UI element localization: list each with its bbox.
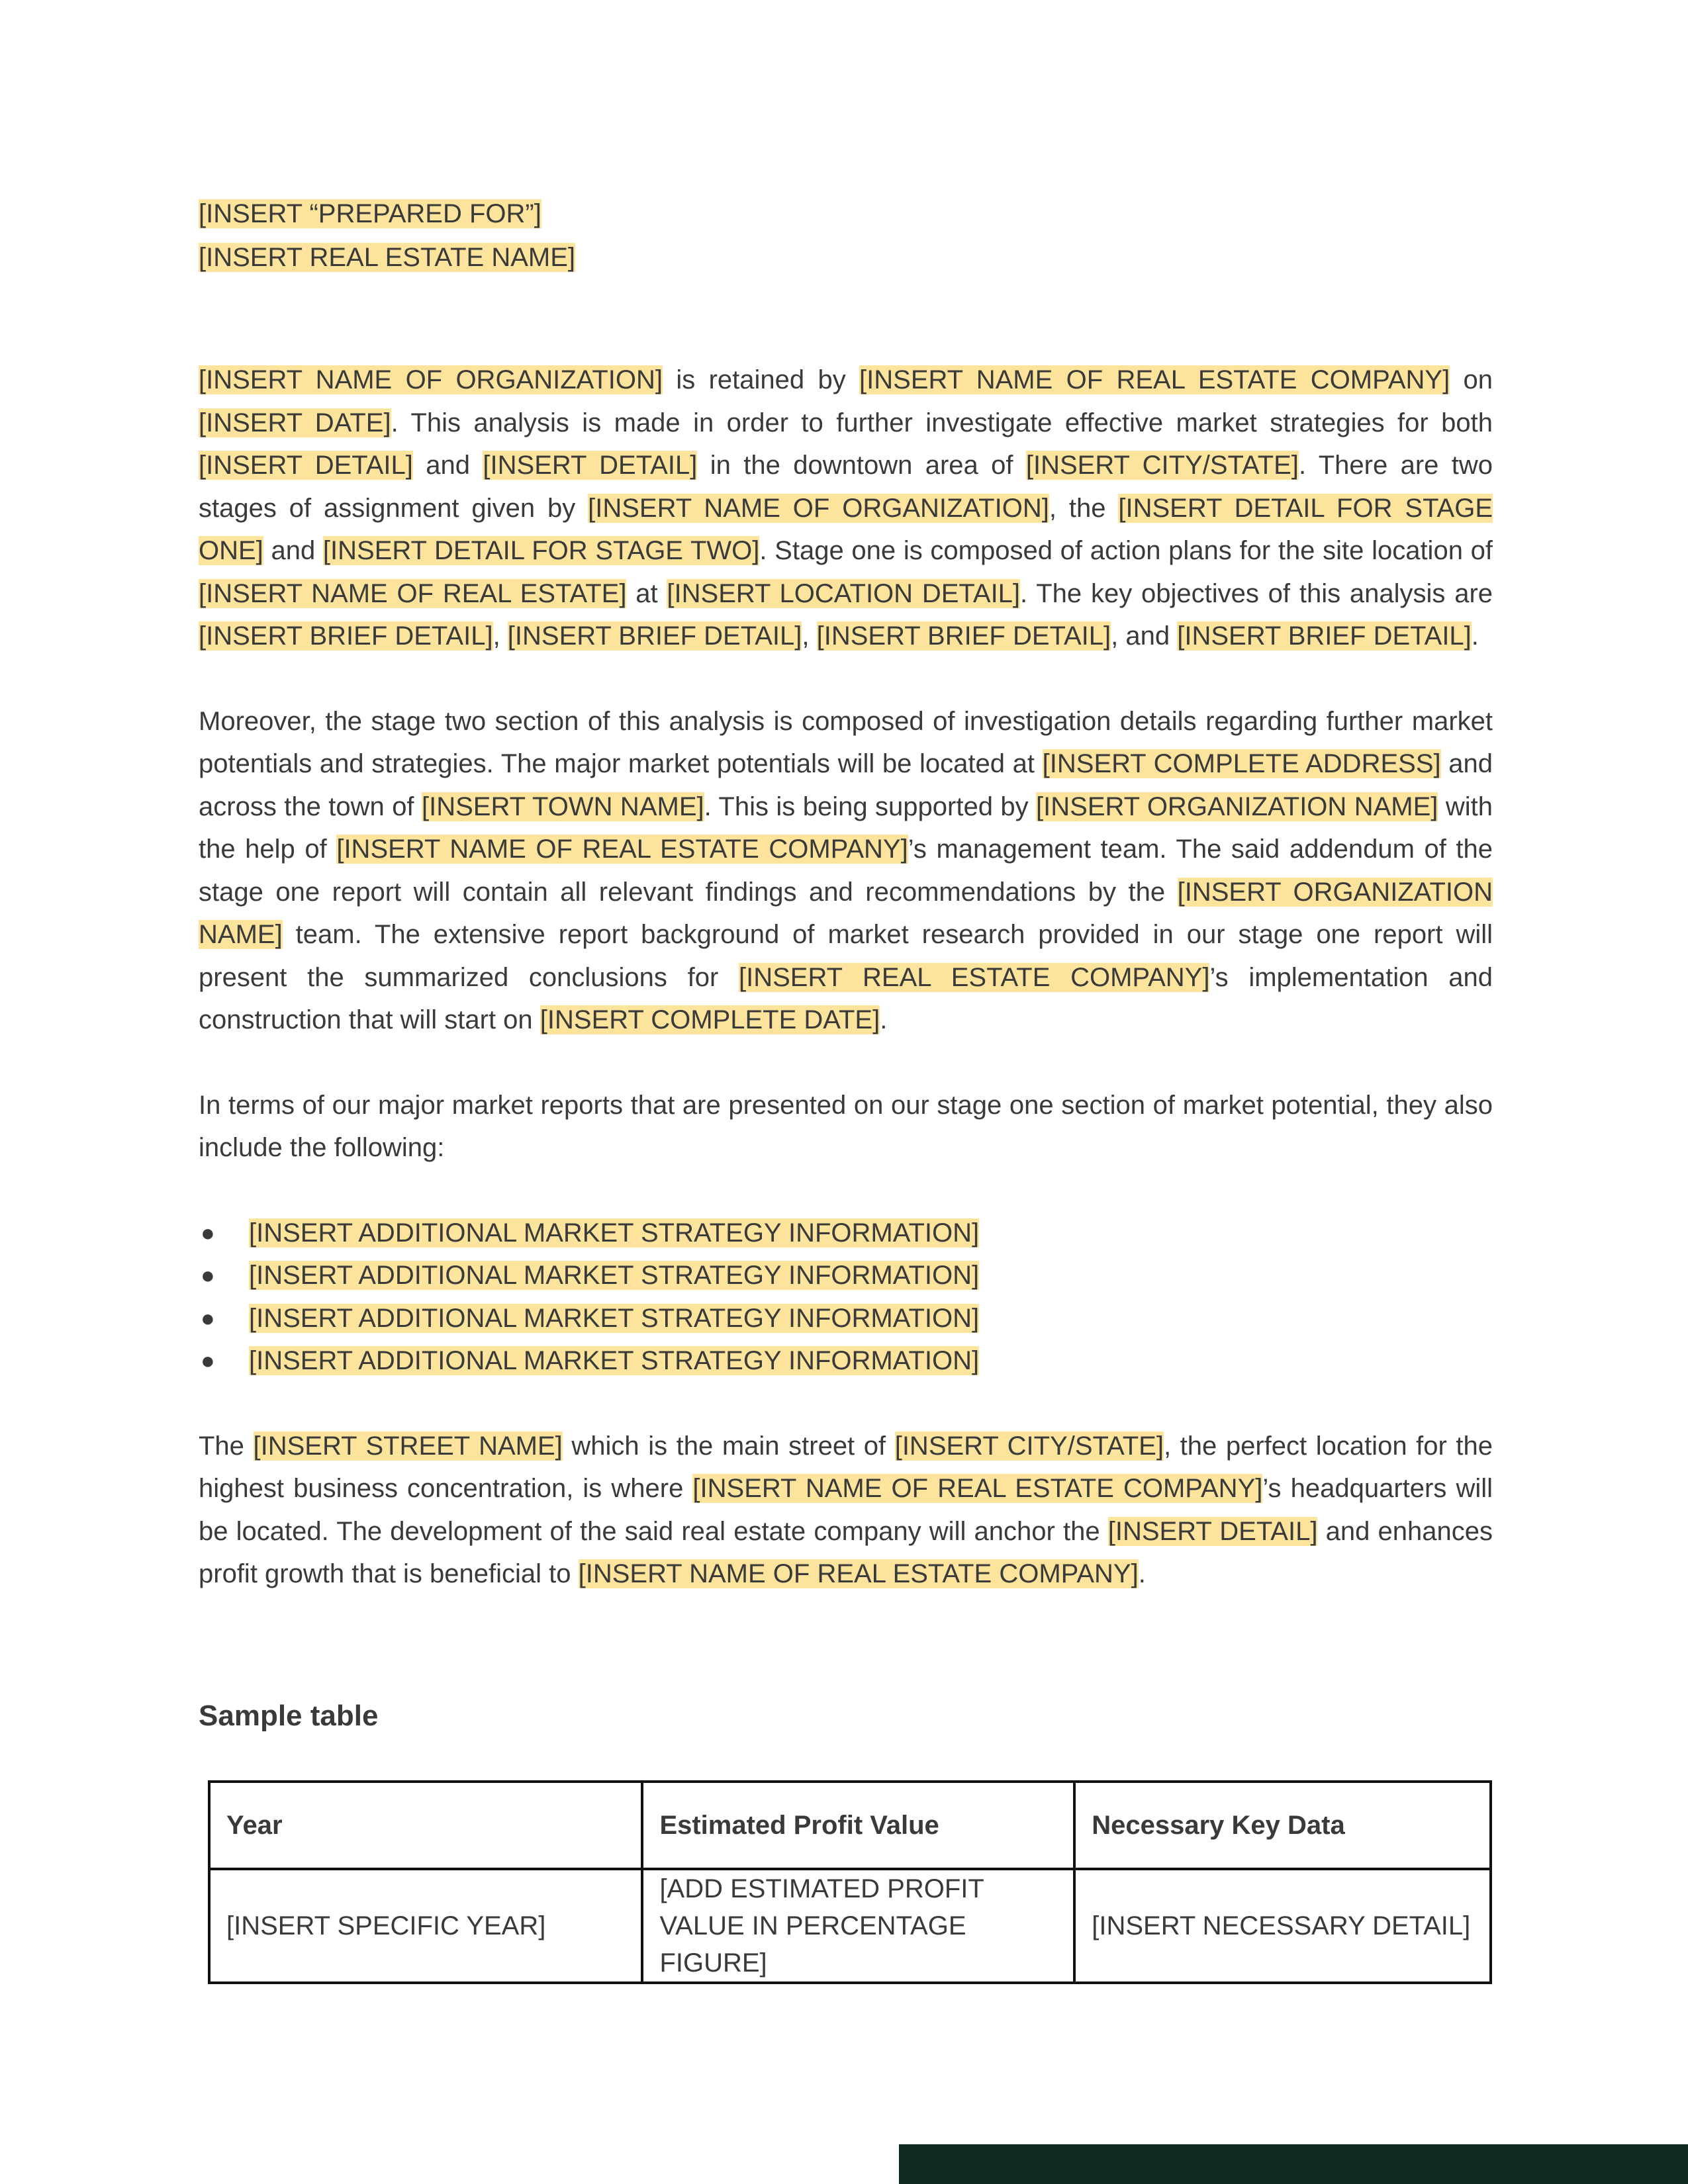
placeholder-field: [INSERT DETAIL]: [1107, 1516, 1318, 1546]
placeholder-field: [INSERT REAL ESTATE COMPANY]: [739, 962, 1210, 992]
body-text: is retained by: [663, 365, 860, 394]
body-text: and: [412, 451, 483, 480]
placeholder-field: [INSERT NAME OF ORGANIZATION]: [588, 493, 1049, 523]
body-text: ’s headquarters will be located. The development of the said real estate company will anchor the: [199, 1474, 1493, 1546]
placeholder-field: [INSERT CITY/STATE]: [1025, 451, 1299, 480]
bullet-icon: ●: [201, 1304, 215, 1332]
placeholder-field: [INSERT BRIEF DETAIL]: [816, 621, 1111, 651]
paragraph-1: [199, 359, 1493, 658]
cell-necessary-key-data: [INSERT NECESSARY DETAIL]: [1074, 1869, 1491, 1983]
table-header-row: [209, 1782, 1491, 1869]
body-text: in the downtown area of: [697, 451, 1026, 480]
body-text: ’s implementation and construction that will start on: [199, 962, 1493, 1034]
paragraph-4: [199, 1425, 1493, 1596]
body-text: and: [263, 536, 323, 565]
body-text: on: [1450, 365, 1493, 394]
body-text: , the: [1049, 493, 1119, 523]
placeholder-field: [INSERT NAME OF REAL ESTATE COMPANY]: [859, 365, 1450, 394]
placeholder-field: [INSERT ADDITIONAL MARKET STRATEGY INFORMATION]: [249, 1261, 980, 1290]
placeholder-field: [INSERT NAME OF REAL ESTATE]: [199, 578, 627, 608]
list-item: [199, 1212, 1493, 1255]
placeholder-field: [INSERT COMPLETE DATE]: [539, 1005, 880, 1034]
body-text: ,: [802, 621, 817, 651]
header-estimated-profit-value: Estimated Profit Value: [642, 1782, 1074, 1869]
document-page: [199, 192, 1493, 1737]
body-text: . This analysis is made in order to further investigate effective market strategies for both: [391, 408, 1493, 437]
placeholder-field: [INSERT DETAIL FOR STAGE TWO]: [322, 536, 760, 565]
placeholder-field: [INSERT NAME OF REAL ESTATE COMPANY]: [578, 1559, 1139, 1588]
header-year: Year: [209, 1782, 642, 1869]
body-text: with the help of: [199, 792, 1493, 864]
prepared-for-field: [INSERT “PREPARED FOR”]: [199, 199, 541, 228]
placeholder-field: [INSERT NAME OF REAL ESTATE COMPANY]: [336, 835, 908, 864]
body-text: at: [626, 578, 667, 608]
placeholder-field: [INSERT COMPLETE ADDRESS]: [1042, 749, 1441, 778]
placeholder-field: [INSERT ORGANIZATION NAME]: [1036, 792, 1438, 821]
cell-estimated-profit-value: [ADD ESTIMATED PROFIT VALUE IN PERCENTAGE FIGURE]: [642, 1869, 1074, 1983]
list-item: [199, 1340, 1493, 1383]
footer-bar: [899, 2144, 1688, 2184]
body-text: . There are two stages of assignment given by: [199, 451, 1493, 523]
body-text: . The key objectives of this analysis are: [1020, 578, 1493, 608]
body-text: .: [1138, 1559, 1146, 1588]
cell-year: [INSERT SPECIFIC YEAR]: [209, 1869, 642, 1983]
body-text: Moreover, the stage two section of this analysis is composed of investigation details regarding further market potentials and strategies. The major market potentials will be located at: [199, 706, 1493, 778]
sample-table: [208, 1780, 1492, 1984]
table-heading: Sample table: [199, 1699, 379, 1732]
paragraph-3: In terms of our major market reports that are presented on our stage one section of market potential, they also include the following:: [199, 1090, 1493, 1162]
placeholder-field: [INSERT ADDITIONAL MARKET STRATEGY INFORMATION]: [249, 1346, 980, 1375]
body-text: ’s management team. The said addendum of the stage one report will contain all relevant findings and recommendations by the: [199, 835, 1493, 907]
body-text: , and: [1111, 621, 1178, 651]
body-text: and across the town of: [199, 749, 1493, 821]
placeholder-field: [INSERT STREET NAME]: [253, 1431, 563, 1461]
bullet-icon: ●: [201, 1261, 215, 1289]
list-item: [199, 1254, 1493, 1297]
body-text: . This is being supported by: [704, 792, 1037, 821]
placeholder-field: [INSERT ADDITIONAL MARKET STRATEGY INFORMATION]: [249, 1218, 980, 1248]
placeholder-field: [INSERT DETAIL]: [199, 451, 413, 480]
list-item: [199, 1297, 1493, 1340]
placeholder-field: [INSERT DATE]: [199, 408, 391, 437]
placeholder-field: [INSERT DETAIL]: [483, 451, 698, 480]
placeholder-field: [INSERT TOWN NAME]: [421, 792, 704, 821]
prepared-for-block: [199, 192, 1493, 279]
placeholder-field: [INSERT NAME OF ORGANIZATION]: [199, 365, 663, 394]
body-text: and enhances profit growth that is beneficial to: [199, 1516, 1493, 1588]
placeholder-field: [INSERT BRIEF DETAIL]: [507, 621, 802, 651]
placeholder-field: [INSERT BRIEF DETAIL]: [1177, 621, 1472, 651]
placeholder-field: [INSERT LOCATION DETAIL]: [667, 578, 1021, 608]
bullet-icon: ●: [201, 1218, 215, 1246]
table-row: [209, 1869, 1491, 1983]
body-text: .: [880, 1005, 888, 1034]
placeholder-field: [INSERT DETAIL FOR STAGE ONE]: [199, 493, 1493, 565]
bullet-list: [199, 1212, 1493, 1383]
body-text: . Stage one is composed of action plans for the site location of: [759, 536, 1493, 565]
body-text: The: [199, 1431, 254, 1461]
paragraph-2: [199, 700, 1493, 1042]
placeholder-field: [INSERT NAME OF REAL ESTATE COMPANY]: [692, 1474, 1263, 1503]
body-text: ,: [492, 621, 508, 651]
real-estate-name-field: [INSERT REAL ESTATE NAME]: [199, 243, 576, 272]
placeholder-field: [INSERT BRIEF DETAIL]: [199, 621, 493, 651]
placeholder-field: [INSERT CITY/STATE]: [894, 1431, 1164, 1461]
body-text: team. The extensive report background of market research provided in our stage one report will present the summarized conclusions for: [199, 920, 1493, 992]
body-text: .: [1471, 621, 1479, 651]
placeholder-field: [INSERT ORGANIZATION NAME]: [199, 877, 1493, 949]
header-necessary-key-data: Necessary Key Data: [1074, 1782, 1491, 1869]
bullet-icon: ●: [201, 1347, 215, 1374]
body-text: , the perfect location for the highest business concentration, is where: [199, 1431, 1493, 1503]
body-text: which is the main street of: [562, 1431, 895, 1461]
placeholder-field: [INSERT ADDITIONAL MARKET STRATEGY INFORMATION]: [249, 1303, 980, 1333]
